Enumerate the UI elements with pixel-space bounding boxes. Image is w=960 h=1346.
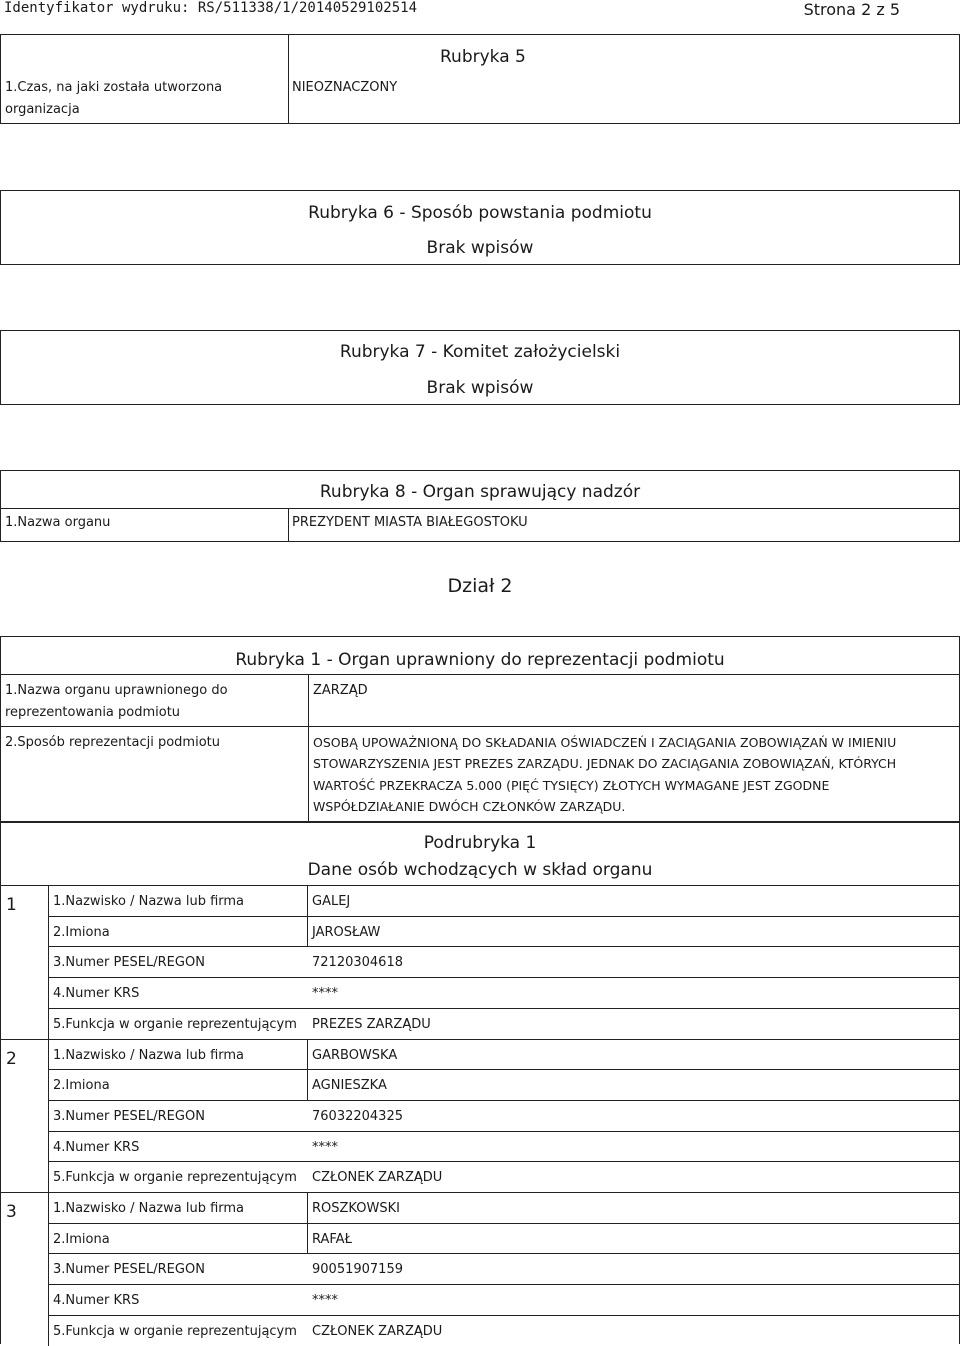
- divider: [48, 1100, 960, 1101]
- rubryka-1-title: Rubryka 1 - Organ uprawniony do reprezentacji podmiotu: [235, 650, 725, 670]
- field-label: 3.Numer PESEL/REGON: [53, 1262, 205, 1278]
- rubryka-1-value2-line4: WSPÓŁDZIAŁANIE DWÓCH CZŁONKÓW ZARZĄDU.: [313, 799, 626, 814]
- divider: [0, 508, 960, 509]
- field-value: ****: [312, 1293, 338, 1309]
- rubryka-8-title: Rubryka 8 - Organ sprawujący nadzór: [319, 482, 641, 502]
- divider: [48, 1039, 49, 1193]
- rubryka-1-value2-line2: STOWARZYSZENIA JEST PREZES ZARZĄDU. JEDNAK DO ZACIĄGANIA ZOBOWIĄZAŃ, KTÓRYCH: [313, 756, 897, 771]
- field-value: RAFAŁ: [312, 1231, 352, 1247]
- rubryka-6-title: Rubryka 6 - Sposób powstania podmiotu: [308, 203, 652, 223]
- rubryka-1-value2-line3: WARTOŚĆ PRZEKRACZA 5.000 (PIĘĆ TYSIĘCY) ZŁOTYCH WYMAGANE JEST ZGODNE: [313, 778, 830, 793]
- person-number: 1: [6, 895, 17, 915]
- divider: [48, 946, 960, 947]
- divider: [307, 1223, 308, 1254]
- field-value: GARBOWSKA: [312, 1047, 398, 1063]
- rubryka-8-label: 1.Nazwa organu: [5, 515, 111, 530]
- rubryka-1-label2: 2.Sposób reprezentacji podmiotu: [5, 735, 220, 750]
- field-value: 76032204325: [312, 1108, 403, 1124]
- divider: [48, 885, 49, 1039]
- field-label: 2.Imiona: [53, 924, 110, 940]
- divider: [48, 1131, 960, 1132]
- podrubryka-title: Podrubryka 1: [423, 833, 537, 853]
- divider: [307, 1069, 308, 1100]
- field-label: 4.Numer KRS: [53, 1293, 140, 1309]
- divider: [48, 916, 960, 917]
- field-label: 5.Funkcja w organie reprezentującym: [53, 1170, 297, 1186]
- divider: [288, 34, 289, 124]
- field-label: 3.Numer PESEL/REGON: [53, 1108, 205, 1124]
- podrubryka-subtitle: Dane osób wchodzących w skład organu: [307, 860, 653, 880]
- rubryka-6-empty: Brak wpisów: [426, 238, 534, 258]
- field-label: 1.Nazwisko / Nazwa lub firma: [53, 1201, 245, 1216]
- divider: [0, 1039, 960, 1040]
- rubryka-8-value: PREZYDENT MIASTA BIAŁEGOSTOKU: [292, 515, 528, 530]
- divider: [0, 885, 960, 886]
- field-value: AGNIESZKA: [312, 1078, 387, 1094]
- divider: [48, 1315, 960, 1316]
- divider: [307, 885, 308, 916]
- divider: [48, 1161, 960, 1162]
- field-value: ****: [312, 986, 338, 1002]
- field-label: 4.Numer KRS: [53, 986, 140, 1002]
- field-label: 3.Numer PESEL/REGON: [53, 955, 205, 971]
- page-number: Strona 2 z 5: [803, 0, 900, 19]
- rubryka-1-value2-line1: OSOBĄ UPOWAŻNIONĄ DO SKŁADANIA OŚWIADCZEŃ I ZACIĄGANIA ZOBOWIĄZAŃ W IMIENIU: [313, 735, 897, 750]
- field-value: 90051907159: [312, 1262, 403, 1278]
- divider: [307, 1039, 308, 1070]
- person-number: 2: [6, 1048, 17, 1069]
- field-value: CZŁONEK ZARZĄDU: [312, 1170, 443, 1186]
- rubryka-1-label1-line1: 1.Nazwa organu uprawnionego do: [5, 683, 228, 698]
- divider: [0, 1192, 960, 1193]
- divider: [48, 1008, 960, 1009]
- divider: [48, 1223, 960, 1224]
- field-value: GALEJ: [312, 894, 351, 909]
- rubryka-7-title: Rubryka 7 - Komitet założycielski: [339, 342, 621, 362]
- divider: [308, 674, 309, 822]
- rubryka-1-value1: ZARZĄD: [313, 683, 368, 698]
- dzial-2-title: Dział 2: [447, 575, 513, 597]
- divider: [307, 1192, 308, 1223]
- divider: [0, 674, 960, 675]
- rubryka-7-empty: Brak wpisów: [426, 378, 534, 398]
- print-identifier: Identyfikator wydruku: RS/511338/1/20140529102514: [4, 0, 418, 16]
- divider: [48, 1253, 960, 1254]
- field-value: CZŁONEK ZARZĄDU: [312, 1323, 443, 1339]
- field-label: 2.Imiona: [53, 1231, 110, 1247]
- field-label: 1.Nazwisko / Nazwa lub firma: [53, 894, 245, 909]
- field-label: 2.Imiona: [53, 1078, 110, 1094]
- rubryka-5-title: Rubryka 5: [440, 47, 526, 67]
- divider: [48, 1069, 960, 1070]
- field-value: PREZES ZARZĄDU: [312, 1016, 431, 1032]
- divider: [307, 916, 308, 947]
- rubryka-5-label-line2: organizacja: [5, 102, 80, 117]
- divider: [48, 977, 960, 978]
- rubryka-1-label1-line2: reprezentowania podmiotu: [5, 705, 181, 720]
- field-label: 5.Funkcja w organie reprezentującym: [53, 1323, 297, 1339]
- divider: [48, 1192, 49, 1346]
- divider: [48, 1284, 960, 1285]
- field-value: ****: [312, 1139, 338, 1155]
- field-value: ROSZKOWSKI: [312, 1201, 400, 1216]
- rubryka-5-value: NIEOZNACZONY: [292, 80, 398, 95]
- field-label: 4.Numer KRS: [53, 1139, 140, 1155]
- divider: [0, 726, 960, 727]
- divider: [288, 508, 289, 542]
- person-number: 3: [6, 1202, 17, 1222]
- field-label: 1.Nazwisko / Nazwa lub firma: [53, 1047, 245, 1063]
- rubryka-5-label-line1: 1.Czas, na jaki została utworzona: [5, 80, 223, 95]
- field-value: JAROSŁAW: [312, 924, 381, 940]
- field-value: 72120304618: [312, 955, 403, 971]
- field-label: 5.Funkcja w organie reprezentującym: [53, 1016, 297, 1032]
- rubryka-8-box: [0, 470, 960, 542]
